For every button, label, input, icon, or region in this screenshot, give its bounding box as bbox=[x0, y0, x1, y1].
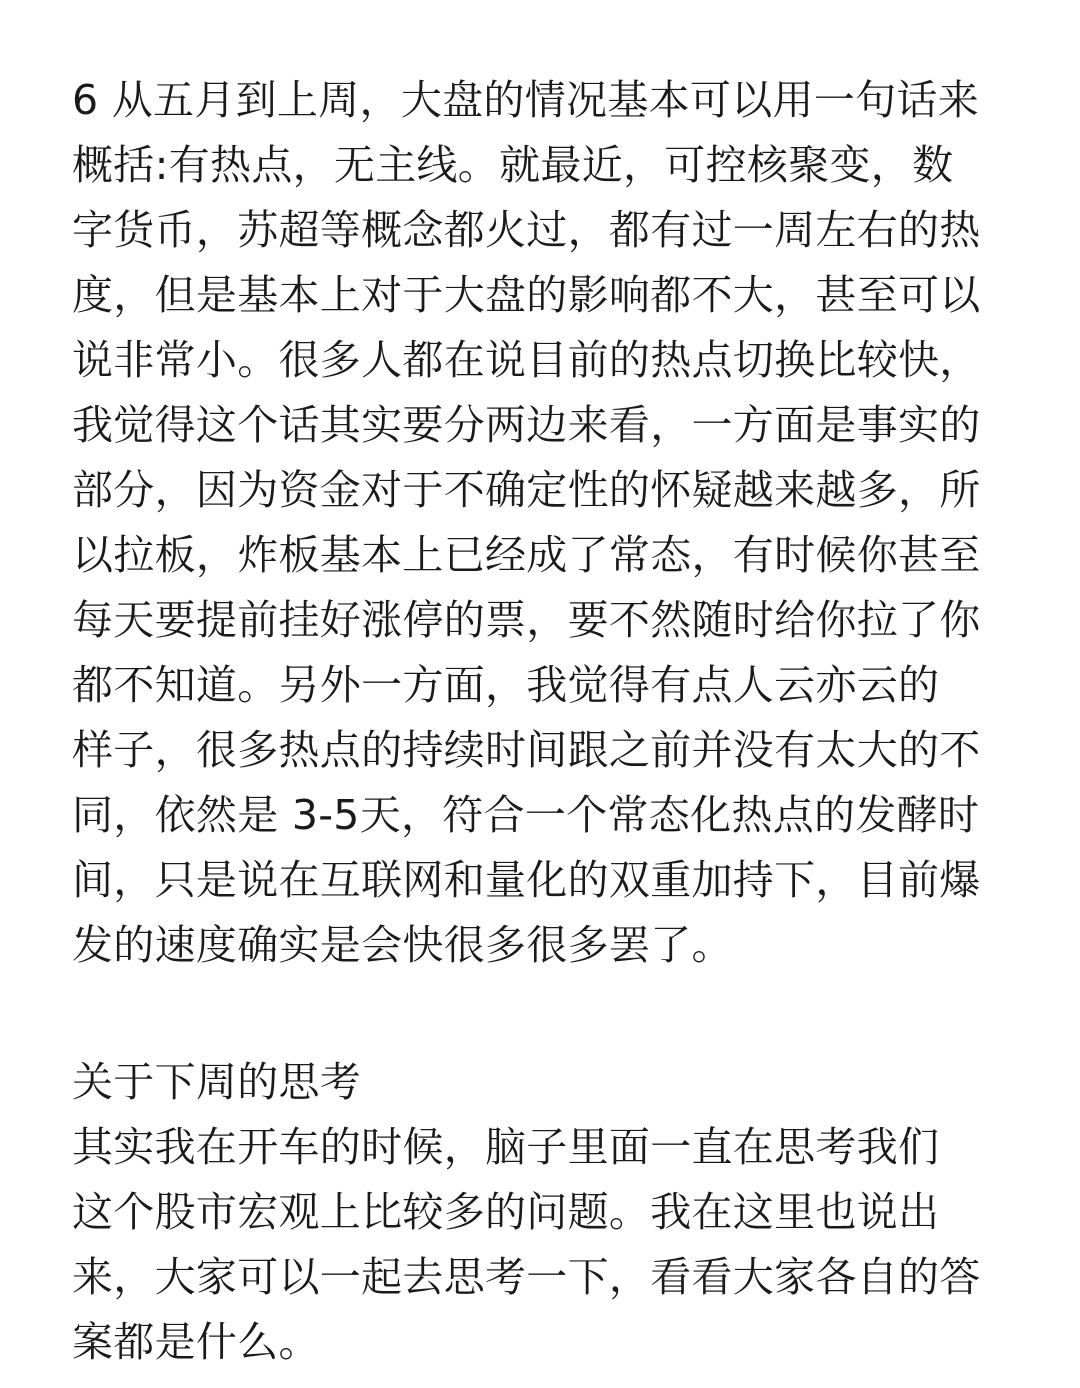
text-line: 说非常小。很多人都在说目前的热点切换比较快， bbox=[72, 336, 981, 384]
text-line: 6 从五月到上周，大盘的情况基本可以用一句话来 bbox=[72, 76, 980, 124]
text-line: 样子，很多热点的持续时间跟之前并没有太大的不 bbox=[72, 726, 981, 774]
text-line: 同，依然是 3-5天，符合一个常态化热点的发酵时 bbox=[72, 791, 980, 839]
text-line: 来，大家可以一起去思考一下，看看大家各自的答 bbox=[72, 1253, 981, 1301]
text-line: 发的速度确实是会快很多很多罢了。 bbox=[72, 921, 733, 969]
text-line: 案都是什么。 bbox=[72, 1318, 320, 1366]
text-line: 部分，因为资金对于不确定性的怀疑越来越多，所 bbox=[72, 466, 981, 514]
text-line: 其实我在开车的时候，脑子里面一直在思考我们 bbox=[72, 1123, 940, 1171]
text-line: 概括:有热点，无主线。就最近，可控核聚变，数 bbox=[72, 141, 954, 189]
text-line: 以拉板，炸板基本上已经成了常态，有时候你甚至 bbox=[72, 531, 981, 579]
text-line: 我觉得这个话其实要分两边来看，一方面是事实的 bbox=[72, 401, 981, 449]
section-next-week bbox=[72, 1050, 1012, 1375]
text-line: 度，但是基本上对于大盘的影响都不大，甚至可以 bbox=[72, 271, 981, 319]
text-line: 都不知道。另外一方面，我觉得有点人云亦云的 bbox=[72, 661, 940, 709]
text-line: 每天要提前挂好涨停的票，要不然随时给你拉了你 bbox=[72, 596, 981, 644]
text-line: 字货币，苏超等概念都火过，都有过一周左右的热 bbox=[72, 206, 981, 254]
text-line: 间，只是说在互联网和量化的双重加持下，目前爆 bbox=[72, 856, 981, 904]
text-line: 这个股市宏观上比较多的问题。我在这里也说出 bbox=[72, 1188, 940, 1236]
paragraph-market-review bbox=[72, 68, 1012, 978]
section-heading: 关于下周的思考 bbox=[72, 1058, 362, 1106]
